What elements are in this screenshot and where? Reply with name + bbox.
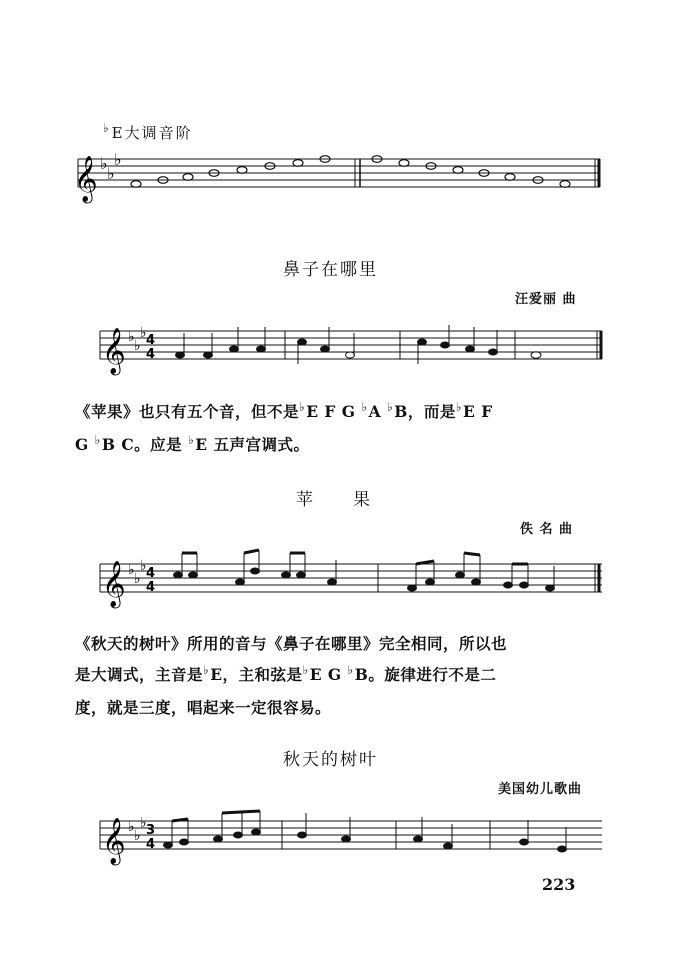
text-span: E G bbox=[309, 665, 342, 684]
text-span: A bbox=[368, 402, 382, 421]
flat-sign: ♭ bbox=[302, 663, 309, 677]
text-span: E F bbox=[463, 402, 493, 421]
para1-line1 bbox=[75, 396, 635, 429]
page-number: 223 bbox=[542, 875, 576, 894]
flat-sign: ♭ bbox=[103, 121, 111, 135]
para2-line3: 度，就是三度，唱起来一定很容易。 bbox=[75, 698, 332, 717]
key-flat: ♭ bbox=[134, 338, 141, 354]
text-span: E 五声宫调式。 bbox=[195, 435, 310, 454]
time-sig-bottom: 4 bbox=[146, 347, 156, 362]
flat-sign: ♭ bbox=[455, 400, 463, 414]
flat-sign: ♭ bbox=[387, 400, 394, 414]
text-span: E，主和弦是 bbox=[210, 665, 303, 684]
key-flat: ♭ bbox=[114, 150, 122, 169]
song3-notes bbox=[164, 811, 567, 852]
flat-sign: ♭ bbox=[299, 400, 306, 414]
flat-sign: ♭ bbox=[347, 663, 354, 677]
key-flat: ♭ bbox=[134, 828, 141, 844]
key-flat: ♭ bbox=[128, 329, 135, 345]
flat-sign: ♭ bbox=[203, 663, 210, 677]
key-flat: ♭ bbox=[140, 815, 147, 831]
flat-sign: ♭ bbox=[94, 433, 101, 447]
time-sig-top: 3 bbox=[146, 823, 156, 838]
text-span: G bbox=[75, 435, 89, 454]
text-span: B。旋律进行不是二 bbox=[354, 665, 497, 684]
song-title: 秋天的树叶 bbox=[283, 750, 378, 770]
composer: 佚 名 曲 bbox=[520, 522, 574, 537]
song-title: 鼻子在哪里 bbox=[283, 260, 378, 280]
time-sig-top: 4 bbox=[146, 333, 156, 348]
flat-sign: ♭ bbox=[188, 433, 195, 447]
text-span: 是大调式，主音是 bbox=[75, 665, 204, 684]
time-sig-bottom: 4 bbox=[146, 580, 156, 595]
flat-sign: ♭ bbox=[361, 400, 368, 414]
song1-staff bbox=[100, 325, 605, 375]
key-flat: ♭ bbox=[134, 571, 141, 587]
scale-staff bbox=[74, 150, 603, 215]
song3-staff bbox=[100, 815, 605, 865]
scale-notes-ascending bbox=[131, 156, 570, 188]
key-flat: ♭ bbox=[140, 325, 147, 341]
treble-clef: 𝄞 bbox=[74, 156, 98, 202]
paragraph-1 bbox=[75, 396, 635, 462]
scale-title-text: E大调音阶 bbox=[111, 124, 193, 142]
para2-line2 bbox=[75, 659, 635, 692]
text-span: 《苹果》也只有五个音，但不是 bbox=[75, 402, 300, 421]
key-flat: ♭ bbox=[128, 562, 135, 578]
text-span: B，而是 bbox=[394, 402, 456, 421]
paragraph-2 bbox=[75, 628, 635, 723]
composer: 美国幼儿歌曲 bbox=[498, 782, 583, 797]
key-flat: ♭ bbox=[140, 558, 147, 574]
text-span: B C。应是 bbox=[101, 435, 183, 454]
song-title: 苹 果 bbox=[296, 490, 372, 510]
song2-staff bbox=[100, 558, 605, 608]
key-flat: ♭ bbox=[100, 154, 108, 173]
composer: 汪爱丽 曲 bbox=[515, 292, 577, 307]
time-sig-bottom: 4 bbox=[146, 837, 156, 852]
treble-clef: 𝄞 bbox=[102, 561, 126, 607]
para1-line2 bbox=[75, 429, 635, 462]
key-flat: ♭ bbox=[128, 819, 135, 835]
treble-clef: 𝄞 bbox=[102, 328, 126, 374]
text-span: E F G bbox=[306, 402, 356, 421]
treble-clef: 𝄞 bbox=[102, 818, 126, 864]
para2-line1: 《秋天的树叶》所用的音与《鼻子在哪里》完全相同，所以也 bbox=[75, 634, 508, 653]
time-sig-top: 4 bbox=[146, 566, 156, 581]
key-flat: ♭ bbox=[107, 164, 115, 183]
scale-title bbox=[103, 122, 193, 143]
